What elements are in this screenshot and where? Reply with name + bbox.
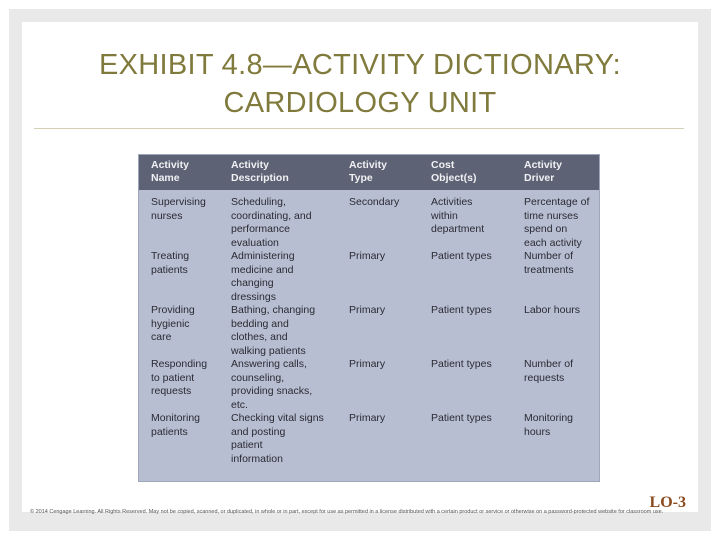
cell-activity-type: Secondary (349, 196, 400, 208)
cell-activity-driver: Percentage of time nurses spend on each activity (524, 196, 590, 249)
cell-activity-type: Primary (349, 250, 386, 262)
cell-cost-objects: Patient types (431, 412, 492, 424)
header-activity-description: Activity Description (219, 155, 337, 190)
table-row (139, 412, 599, 466)
cell-activity-driver: Labor hours (524, 304, 581, 316)
cell-cost-objects: Patient types (431, 250, 492, 262)
cell-activity-type: Primary (349, 412, 386, 424)
slide-title (22, 46, 698, 122)
cell-cost-objects: Patient types (431, 358, 492, 370)
cell-activity-driver: Number of requests (524, 358, 574, 384)
table-row (139, 250, 599, 304)
table-header-row (139, 155, 599, 190)
cell-activity-type: Primary (349, 304, 386, 316)
cell-activity-description: Checking vital signs and posting patient information (231, 412, 324, 465)
table-row (139, 304, 599, 358)
copyright-notice: © 2014 Cengage Learning. All Rights Reserved. May not be copied, scanned, or duplicated, in whole or in part, except for use as permitted in a license distributed with a certain product or service or otherwise on a password-protected website for classroom use. (30, 509, 664, 515)
cell-activity-description: Scheduling, coordinating, and performance evaluation (231, 196, 312, 249)
title-divider (34, 128, 684, 129)
learning-objective-label: LO-3 (649, 494, 686, 511)
cell-cost-objects: Activities within department (431, 196, 485, 235)
cell-activity-description: Administering medicine and changing dressings (231, 250, 295, 303)
table-row (139, 196, 599, 250)
cell-activity-name: Supervising nurses (151, 196, 206, 222)
activity-dictionary-table (138, 154, 600, 482)
header-activity-driver: Activity Driver (512, 155, 599, 190)
cell-activity-driver: Monitoring hours (524, 412, 574, 438)
cell-activity-name: Treating patients (151, 250, 190, 276)
slide-frame (9, 9, 711, 531)
cell-cost-objects: Patient types (431, 304, 492, 316)
slide-panel (22, 22, 698, 512)
cell-activity-name: Responding to patient requests (151, 358, 208, 397)
header-activity-name: Activity Name (139, 155, 219, 190)
cell-activity-name: Monitoring patients (151, 412, 201, 438)
title-line-1: EXHIBIT 4.8—ACTIVITY DICTIONARY: (98, 49, 622, 81)
table-row (139, 358, 599, 412)
cell-activity-name: Providing hygienic care (151, 304, 195, 343)
cell-activity-type: Primary (349, 358, 386, 370)
title-line-2: CARDIOLOGY UNIT (223, 87, 497, 119)
header-cost-objects: Cost Object(s) (419, 155, 512, 190)
cell-activity-driver: Number of treatments (524, 250, 574, 276)
cell-activity-description: Answering calls, counseling, providing snacks, etc. (231, 358, 313, 411)
header-activity-type: Activity Type (337, 155, 419, 190)
cell-activity-description: Bathing, changing bedding and clothes, and walking patients (231, 304, 316, 357)
